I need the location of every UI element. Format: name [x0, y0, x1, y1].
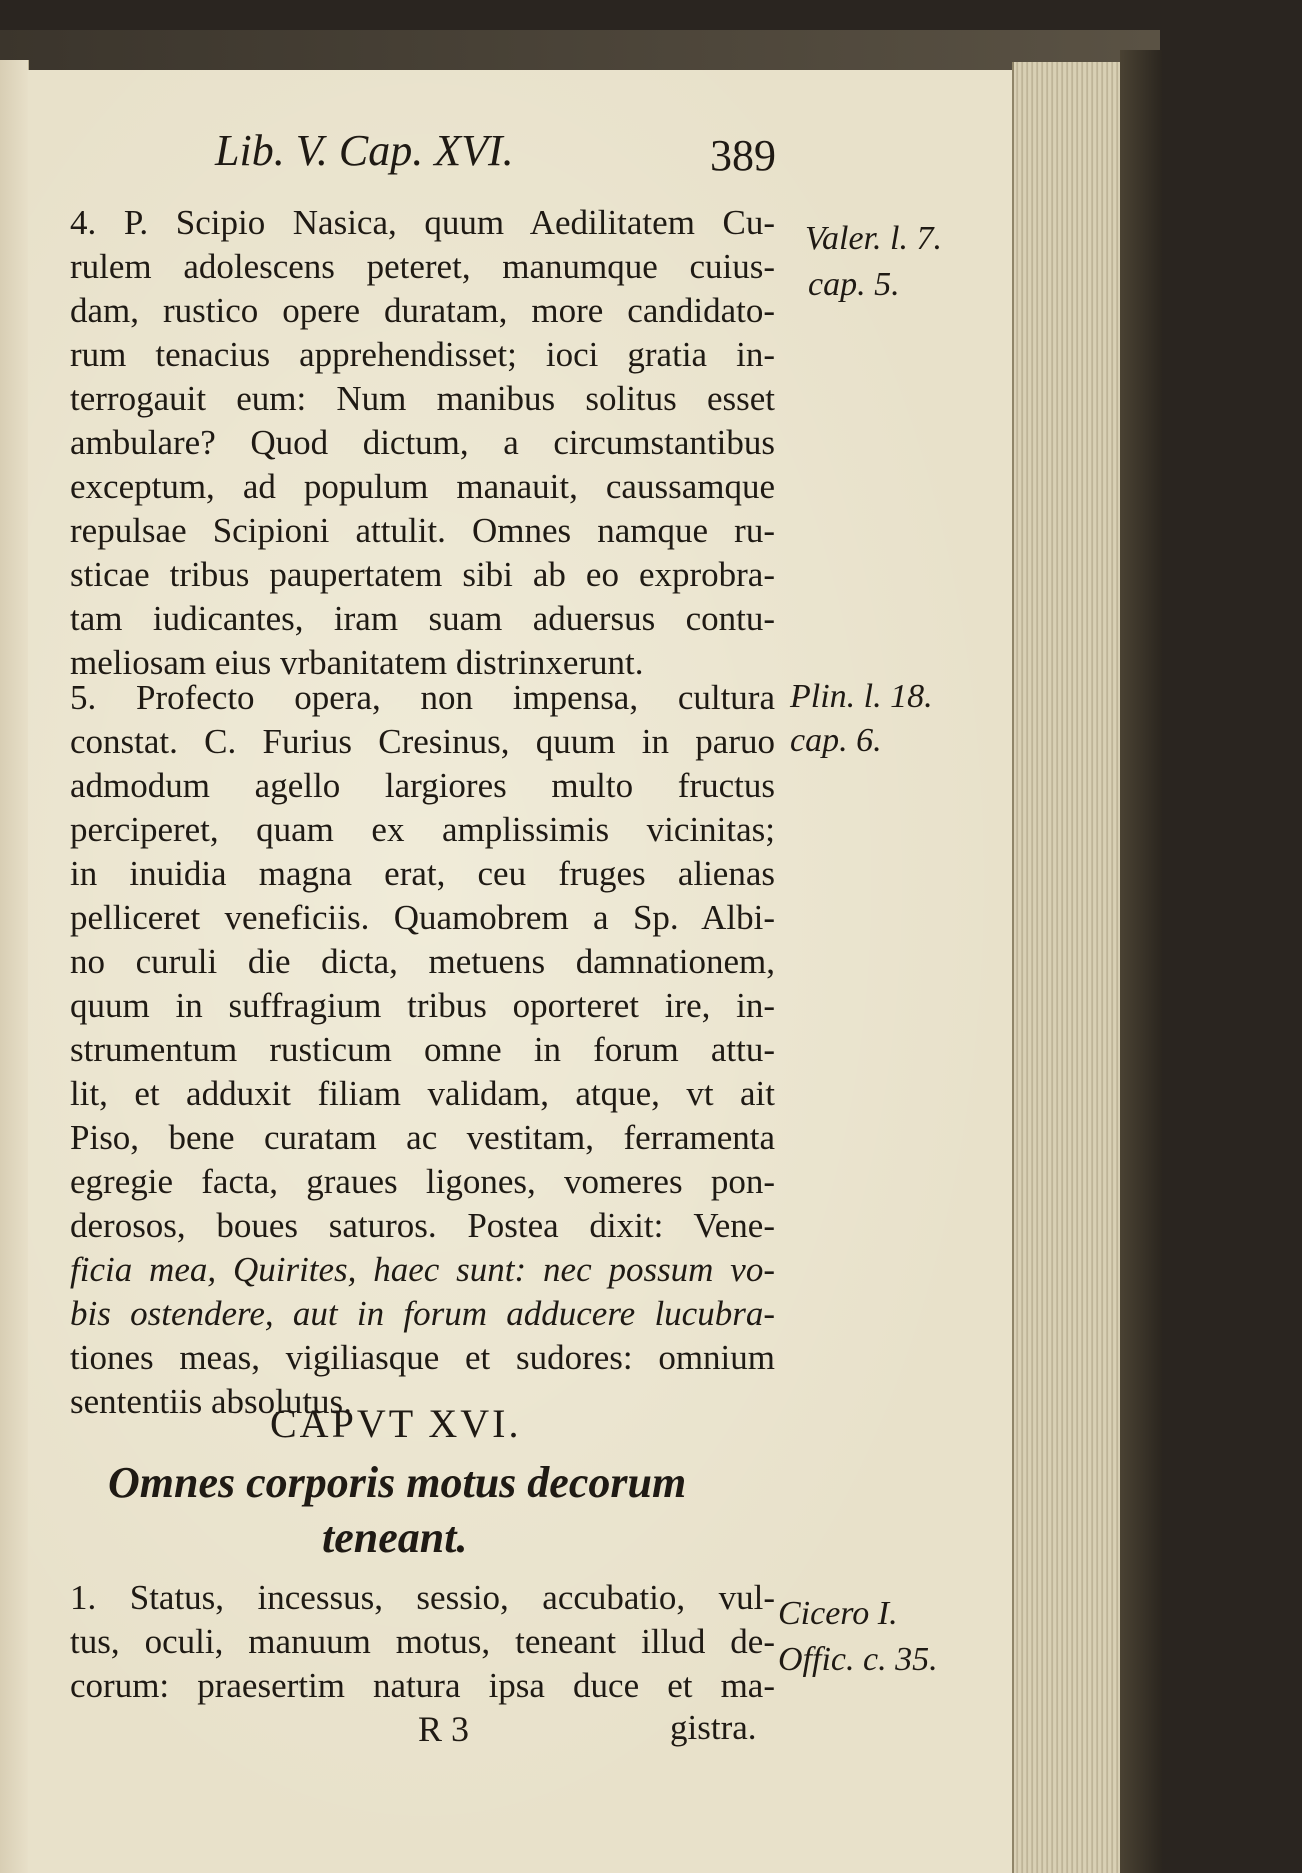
book-cover-edge — [1120, 50, 1162, 1873]
text-line: terrogauit eum: Num manibus solitus esset — [70, 379, 775, 418]
signature-mark: R 3 — [418, 1709, 470, 1749]
facing-page-edge — [0, 60, 29, 1873]
text-line: dam, rustico opere duratam, more candidato- — [70, 291, 775, 330]
chapter-heading: CAPVT XVI. — [270, 1401, 522, 1446]
text-line: ficia mea, Quirites, haec sunt: nec possum vo- — [70, 1250, 775, 1289]
text-line: derosos, boues saturos. Postea dixit: Vene- — [70, 1206, 775, 1245]
text-line: sticae tribus paupertatem sibi ab eo exprobra- — [70, 555, 775, 594]
catchword: gistra. — [670, 1708, 757, 1747]
text-line: rum tenacius apprehendisset; ioci gratia in- — [70, 335, 775, 374]
margin-note-line: cap. 5. — [808, 266, 900, 303]
running-head: Lib. V. Cap. XVI. — [215, 126, 514, 175]
text-line: no curuli die dicta, metuens damnationem, — [70, 942, 775, 981]
margin-note-line: Valer. l. 7. — [805, 220, 942, 257]
text-line: in inuidia magna erat, ceu fruges alienas — [70, 854, 775, 893]
text-line: rulem adolescens peteret, manumque cuius- — [70, 247, 775, 286]
margin-note-line: Plin. l. 18. — [790, 678, 933, 715]
text-line: ambulare? Quod dictum, a circumstantibus — [70, 423, 775, 462]
page-number: 389 — [710, 131, 776, 180]
text-line: egregie facta, graues ligones, vomeres pon- — [70, 1162, 775, 1201]
text-line: meliosam eius vrbanitatem distrinxerunt. — [70, 643, 644, 682]
text-line: bis ostendere, aut in forum adducere lucubra- — [70, 1294, 775, 1333]
text-line: sententiis absolutus. — [70, 1382, 352, 1421]
text-line: 5. Profecto opera, non impensa, cultura — [70, 678, 775, 717]
chapter-title: Omnes corporis motus decorum — [108, 1458, 687, 1507]
text-line: pelliceret veneficiis. Quamobrem a Sp. Albi- — [70, 898, 775, 937]
text-line: exceptum, ad populum manauit, caussamque — [70, 467, 775, 506]
text-line: lit, et adduxit filiam validam, atque, vt ait — [70, 1074, 775, 1113]
text-line: 1. Status, incessus, sessio, accubatio, vul- — [70, 1578, 775, 1617]
page-fore-edge — [1012, 62, 1124, 1873]
margin-note-line: Offic. c. 35. — [778, 1641, 938, 1678]
text-line: strumentum rusticum omne in forum attu- — [70, 1030, 775, 1069]
chapter-title: teneant. — [322, 1513, 468, 1562]
text-line: corum: praesertim natura ipsa duce et ma- — [70, 1666, 775, 1705]
text-line: constat. C. Furius Cresinus, quum in paruo — [70, 722, 775, 761]
text-line: Piso, bene curatam ac vestitam, ferramenta — [70, 1118, 775, 1157]
text-line: tam iudicantes, iram suam aduersus contu- — [70, 599, 775, 638]
text-line: perciperet, quam ex amplissimis vicinitas; — [70, 810, 775, 849]
margin-note-line: cap. 6. — [790, 722, 882, 759]
margin-note-line: Cicero I. — [778, 1595, 898, 1632]
text-line: tiones meas, vigiliasque et sudores: omnium — [70, 1338, 775, 1377]
text-line: tus, oculi, manuum motus, teneant illud de- — [70, 1622, 775, 1661]
text-line: repulsae Scipioni attulit. Omnes namque ru- — [70, 511, 775, 550]
text-line: 4. P. Scipio Nasica, quum Aedilitatem Cu- — [70, 203, 775, 242]
text-line: quum in suffragium tribus oporteret ire, in- — [70, 986, 775, 1025]
text-line: admodum agello largiores multo fructus — [70, 766, 775, 805]
